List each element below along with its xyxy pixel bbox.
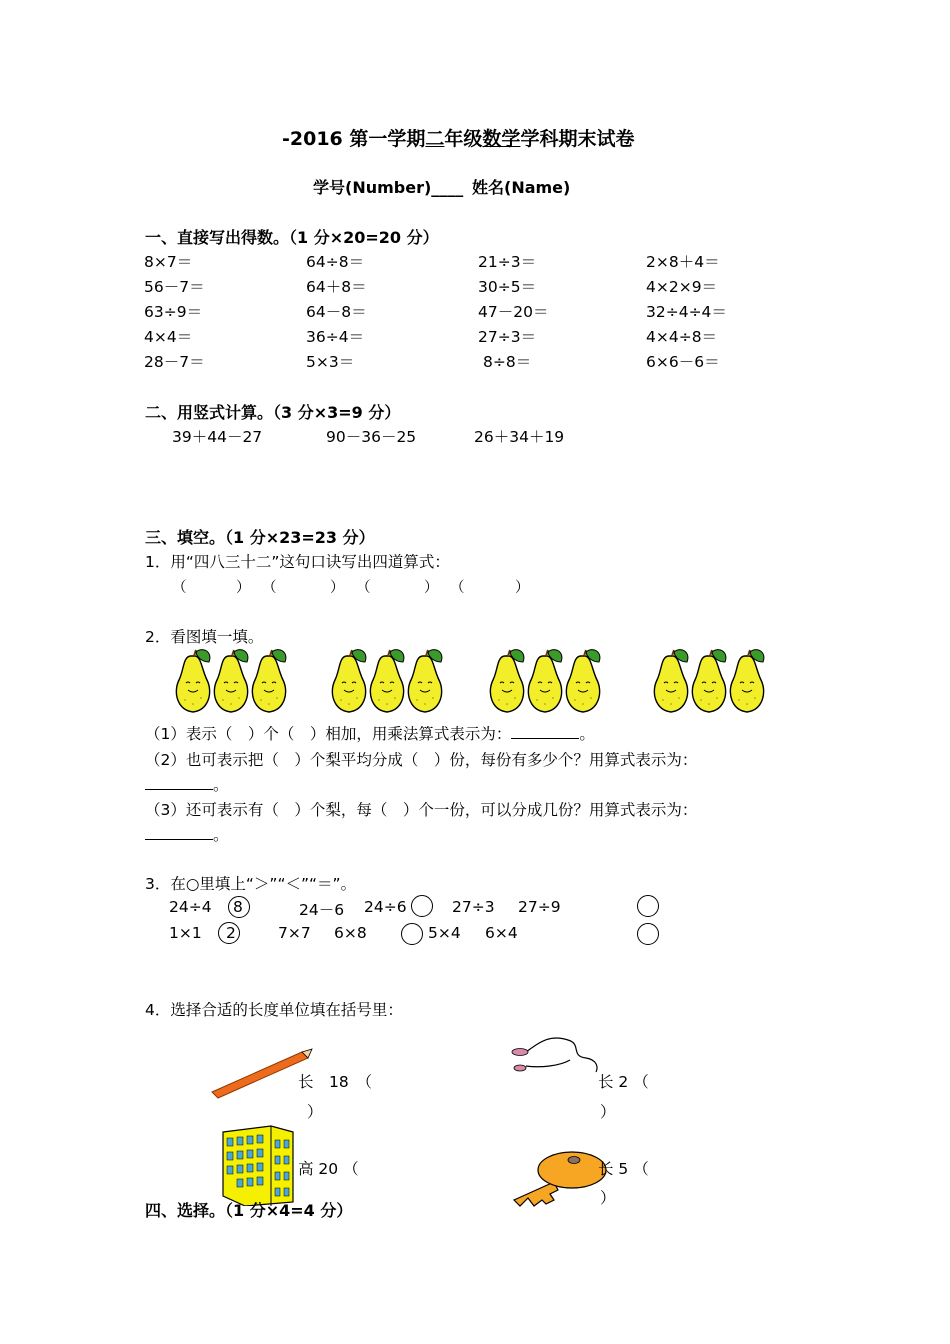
answer-paren[interactable]: （ (172, 580, 187, 596)
compare-expr: 27÷9 (518, 898, 561, 916)
question-2: 2．看图填一填。 (145, 628, 264, 646)
compare-circle[interactable] (637, 895, 659, 917)
q2-1-period: 。 (579, 725, 595, 743)
question-2-part-2: （2）也可表示把（ ）个梨平均分成（ ）份，每份有多少个？用算式表示为： (145, 751, 698, 769)
answer-blank[interactable] (145, 775, 213, 790)
compare-expr: 5×4 (428, 924, 461, 942)
mental-math-item: 28－7＝ (144, 353, 205, 371)
answer-paren[interactable]: ） (424, 580, 439, 596)
mental-math-item: 64＋8＝ (306, 278, 367, 296)
mental-math-item: 4×2×9＝ (646, 278, 718, 296)
answer-blank[interactable] (145, 825, 213, 840)
question-2-part-3: （3）还可表示有（ ）个梨，每（ ）个一份，可以分成几份？用算式表示为： (145, 801, 698, 819)
title-grade-underlined: 二 (425, 128, 445, 150)
title-suffix: 学科期末试卷 (520, 128, 635, 150)
question-1: 1．用“四八三十二”这句口诀写出四道算式： (145, 553, 450, 571)
mental-math-item: 5×3＝ (306, 353, 355, 371)
compare-expr: 8 (233, 898, 243, 916)
rope-length-close: ） (600, 1103, 616, 1121)
mental-math-item: 32÷4÷4＝ (646, 303, 727, 321)
compare-expr: 2 (226, 924, 236, 942)
mental-math-item: 64－8＝ (306, 303, 367, 321)
title-middle: 年级 (444, 128, 483, 150)
section-2-heading: 二、用竖式计算。（3 分×3=9 分） (145, 403, 401, 422)
answer-paren[interactable]: （ (450, 580, 465, 596)
building-image (213, 1122, 297, 1206)
compare-circle[interactable] (637, 923, 659, 945)
page-title (282, 124, 634, 151)
compare-expr: 7×7 (278, 924, 311, 942)
answer-paren[interactable]: （ (356, 580, 371, 596)
question-4: 4．选择合适的长度单位填在括号里： (145, 1001, 403, 1019)
section-3-heading: 三、填空。（1 分×23=23 分） (145, 528, 375, 547)
student-name-field[interactable]: 姓名(Name) (472, 178, 571, 197)
pencil-length-text: 长 18 （ (298, 1073, 372, 1091)
mental-math-item: 27÷3＝ (478, 328, 537, 346)
vertical-calc-item: 90－36－25 (326, 428, 417, 446)
answer-paren[interactable]: ） (515, 580, 530, 596)
pear-group-3 (490, 650, 600, 712)
rope-image (510, 1034, 602, 1078)
mental-math-item: 4×4＝ (144, 328, 193, 346)
mental-math-item: 30÷5＝ (478, 278, 537, 296)
mental-math-item: 56－7＝ (144, 278, 205, 296)
mental-math-item: 6×6－6＝ (646, 353, 720, 371)
compare-circle[interactable] (401, 923, 423, 945)
q2-3-period: 。 (213, 826, 229, 844)
question-3: 3．在○里填上“＞”“＜”“＝”。 (145, 875, 357, 893)
mental-math-item: 63÷9＝ (144, 303, 203, 321)
question-2-part-1 (145, 722, 595, 744)
building-height-text: 高 20 （ (298, 1160, 359, 1178)
rope-length-text: 长 2 （ (598, 1073, 649, 1091)
section-1-heading: 一、直接写出得数。（1 分×20=20 分） (145, 228, 439, 247)
title-subject-underlined: 数学 (482, 128, 521, 150)
answer-paren[interactable]: ） (330, 580, 345, 596)
compare-circle[interactable] (411, 895, 433, 917)
mental-math-item: 64÷8＝ (306, 253, 365, 271)
compare-expr: 6×4 (485, 924, 518, 942)
vertical-calc-item: 39＋44－27 (172, 428, 263, 446)
pear-group-4 (654, 650, 764, 712)
compare-expr: 27÷3 (452, 898, 495, 916)
pencil-length-close: ） (307, 1103, 323, 1121)
mental-math-item: 36÷4＝ (306, 328, 365, 346)
mental-math-item: 47－20＝ (478, 303, 549, 321)
compare-expr: 6×8 (334, 924, 367, 942)
compare-expr: 1×1 (169, 924, 202, 942)
compare-expr: 24÷4 (169, 898, 212, 916)
compare-expr: 24÷6 (364, 898, 407, 916)
mental-math-item: 2×8＋4＝ (646, 253, 720, 271)
vertical-calc-item: 26＋34＋19 (474, 428, 565, 446)
answer-blank[interactable] (511, 724, 579, 739)
pear-group-2 (332, 650, 442, 712)
mental-math-item: 4×4÷8＝ (646, 328, 718, 346)
question-2-part-2-answer (145, 773, 229, 795)
pear-group-1 (176, 650, 286, 712)
answer-paren[interactable]: （ (262, 580, 277, 596)
pears-illustration (165, 640, 805, 715)
key-length-close: ） (600, 1189, 616, 1207)
title-prefix: -2016 第一学期 (282, 128, 426, 150)
q2-1-text: （1）表示（ ）个（ ）相加，用乘法算式表示为： (145, 725, 512, 743)
compare-expr: 24－6 (299, 901, 345, 919)
mental-math-item: 8÷8＝ (483, 353, 532, 371)
question-2-part-3-answer (145, 823, 229, 845)
q2-2-period: 。 (213, 776, 229, 794)
key-length-text: 长 5 （ (598, 1160, 649, 1178)
section-4-heading: 四、选择。（1 分×4=4 分） (145, 1201, 353, 1220)
mental-math-item: 8×7＝ (144, 253, 193, 271)
answer-paren[interactable]: ） (236, 580, 251, 596)
key-image (510, 1146, 612, 1210)
student-number-field[interactable]: 学号(Number)____ (313, 178, 464, 197)
mental-math-item: 21÷3＝ (478, 253, 537, 271)
